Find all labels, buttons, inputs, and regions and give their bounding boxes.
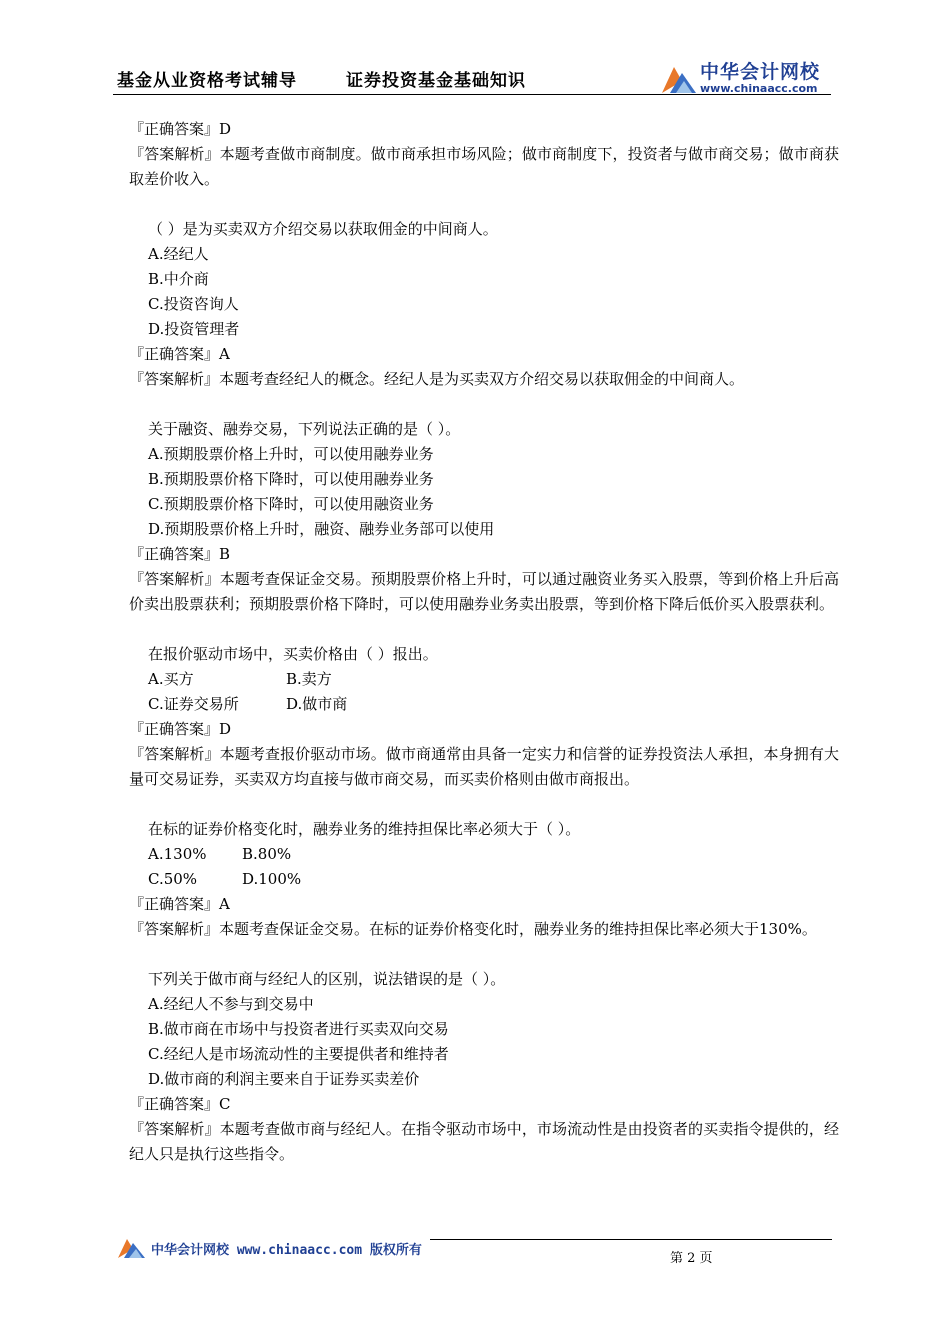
option-d: D.做市商 bbox=[286, 695, 348, 713]
option-a: A.预期股票价格上升时，可以使用融券业务 bbox=[148, 445, 434, 463]
option-d: D.预期股票价格上升时，融资、融券业务部可以使用 bbox=[148, 520, 495, 538]
option-c: C.投资咨询人 bbox=[148, 295, 239, 313]
option-d: D.投资管理者 bbox=[148, 320, 240, 338]
footer-brand bbox=[117, 1235, 437, 1259]
analysis-paragraph: 『答案解析』本题考查保证金交易。预期股票价格上升时，可以通过融资业务买入股票，等到价格上升后高价卖出股票获利；预期股票价格下降时，可以使用融券业务卖出股票，等到价格下降后低价买入股票获利。 bbox=[129, 570, 839, 613]
answer-line: 『正确答案』C bbox=[129, 1095, 231, 1113]
page-number: 第 2 页 bbox=[670, 1251, 713, 1266]
options-row bbox=[129, 842, 839, 867]
option-a: A.130% bbox=[148, 845, 207, 863]
options-row bbox=[129, 667, 839, 692]
header-subject-title: 证券投资基金基础知识 bbox=[346, 71, 526, 91]
footer-logo-icon bbox=[117, 1235, 147, 1259]
footer-copyright: 中华会计网校 www.chinaacc.com 版权所有 bbox=[151, 1243, 422, 1258]
analysis-paragraph: 『答案解析』本题考查保证金交易。在标的证券价格变化时，融券业务的维持担保比率必须大于130%。 bbox=[129, 920, 817, 938]
option-b: B.预期股票价格下降时，可以使用融券业务 bbox=[148, 470, 434, 488]
brand-logo bbox=[660, 55, 840, 99]
analysis-paragraph: 『答案解析』本题考查经纪人的概念。经纪人是为买卖双方介绍交易以获取佣金的中间商人。 bbox=[129, 370, 745, 388]
question-text: 在标的证券价格变化时，融券业务的维持担保比率必须大于（ ）。 bbox=[148, 820, 581, 838]
option-c: C.经纪人是市场流动性的主要提供者和维持者 bbox=[148, 1045, 449, 1063]
logo-mountain-icon bbox=[660, 61, 698, 95]
answer-line: 『正确答案』B bbox=[129, 545, 231, 563]
answer-line: 『正确答案』A bbox=[129, 895, 230, 913]
option-a: A.买方 bbox=[148, 670, 194, 688]
analysis-paragraph: 『答案解析』本题考查报价驱动市场。做市商通常由具备一定实力和信誉的证券投资法人承担，本身拥有大量可交易证券，买卖双方均直接与做市商交易，而买卖价格则由做市商报出。 bbox=[129, 745, 839, 788]
question-text: 关于融资、融券交易，下列说法正确的是（ ）。 bbox=[148, 420, 461, 438]
options-row bbox=[129, 867, 839, 892]
answer-line: 『正确答案』D bbox=[129, 720, 232, 738]
logo-url[interactable]: www.chinaacc.com bbox=[700, 82, 818, 95]
option-a: A.经纪人 bbox=[148, 245, 209, 263]
logo-title: 中华会计网校 bbox=[700, 61, 821, 83]
answer-line: 『正确答案』A bbox=[129, 345, 230, 363]
option-b: B.80% bbox=[242, 845, 292, 863]
header-course-title: 基金从业资格考试辅导 bbox=[117, 71, 297, 91]
option-d: D.做市商的利润主要来自于证券买卖差价 bbox=[148, 1070, 420, 1088]
footer-rule bbox=[430, 1239, 832, 1240]
option-c: C.50% bbox=[148, 870, 198, 888]
question-text: （ ）是为买卖双方介绍交易以获取佣金的中间商人。 bbox=[148, 220, 498, 238]
option-a: A.经纪人不参与到交易中 bbox=[148, 995, 314, 1013]
option-b: B.卖方 bbox=[286, 670, 332, 688]
option-b: B.中介商 bbox=[148, 270, 209, 288]
option-c: C.证券交易所 bbox=[148, 695, 239, 713]
option-b: B.做市商在市场中与投资者进行买卖双向交易 bbox=[148, 1020, 449, 1038]
option-c: C.预期股票价格下降时，可以使用融资业务 bbox=[148, 495, 434, 513]
question-text: 下列关于做市商与经纪人的区别，说法错误的是（ ）。 bbox=[148, 970, 506, 988]
options-row bbox=[129, 692, 839, 717]
analysis-paragraph: 『答案解析』本题考查做市商制度。做市商承担市场风险；做市商制度下，投资者与做市商交易；做市商获取差价收入。 bbox=[129, 145, 839, 188]
document-body bbox=[129, 117, 839, 1167]
question-text: 在报价驱动市场中，买卖价格由（ ）报出。 bbox=[148, 645, 438, 663]
header-rule bbox=[113, 94, 831, 95]
answer-line: 『正确答案』D bbox=[129, 120, 232, 138]
analysis-paragraph: 『答案解析』本题考查做市商与经纪人。在指令驱动市场中，市场流动性是由投资者的买卖指令提供的，经纪人只是执行这些指令。 bbox=[129, 1120, 839, 1163]
option-d: D.100% bbox=[242, 870, 302, 888]
